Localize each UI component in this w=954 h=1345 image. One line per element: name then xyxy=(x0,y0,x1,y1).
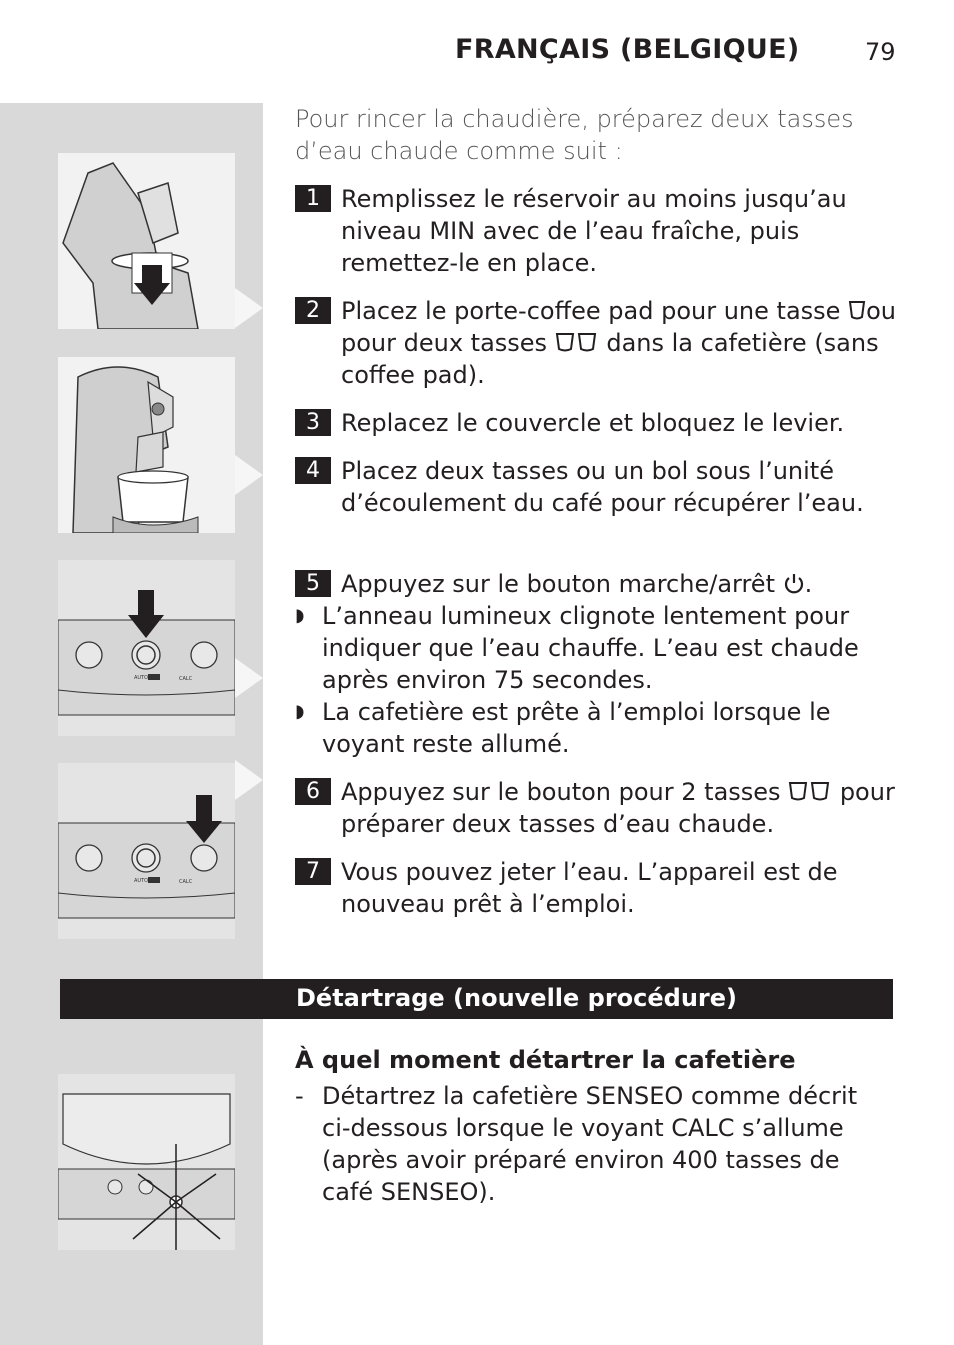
bullet-mark: ◗ xyxy=(295,605,305,626)
two-cups-icon xyxy=(555,331,599,353)
bullet-text: La cafetière est prête à l’emploi lorsque le voyant reste allumé. xyxy=(322,698,831,758)
illustration-pointer xyxy=(235,760,263,800)
step-text: Vous pouvez jeter l’eau. L’appareil est de nouveau prêt à l’emploi. xyxy=(341,858,838,918)
step-5 xyxy=(295,568,905,600)
step-number: 4 xyxy=(295,457,331,484)
step-3 xyxy=(295,407,905,439)
auto-label: AUTO xyxy=(134,675,149,681)
step-text: Appuyez sur le bouton pour 2 tasses pour préparer deux tasses d’eau chaude. xyxy=(341,778,895,838)
bullet-item xyxy=(295,600,900,696)
section-header-bar xyxy=(60,979,893,1019)
auto-label: AUTO xyxy=(134,878,149,884)
step-4 xyxy=(295,455,905,519)
section-title: Détartrage (nouvelle procédure) xyxy=(296,984,738,1012)
step-number: 7 xyxy=(295,858,331,885)
step-7 xyxy=(295,856,905,920)
bullet-mark: ◗ xyxy=(295,701,305,722)
illustration-machine-cup xyxy=(58,357,235,533)
dash-mark: - xyxy=(295,1082,304,1110)
step-text: Replacez le couvercle et bloquez le levier. xyxy=(341,409,845,437)
illustration-pointer xyxy=(235,455,263,495)
bullet-text: L’anneau lumineux clignote lentement pour indiquer que l’eau chauffe. L’eau est chaude après environ 75 secondes. xyxy=(322,602,859,694)
step-number: 5 xyxy=(295,570,331,597)
illustration-pointer xyxy=(235,288,263,328)
subheading: À quel moment détartrer la cafetière xyxy=(295,1046,796,1074)
step-1 xyxy=(295,183,905,279)
page-title: FRANÇAIS (BELGIQUE) xyxy=(455,34,800,65)
bullet-item xyxy=(295,696,900,760)
two-cups-icon xyxy=(788,780,832,802)
dash-item xyxy=(295,1080,875,1208)
illustration-calc-light xyxy=(58,1074,235,1250)
step-number: 6 xyxy=(295,778,331,805)
step-text: Appuyez sur le bouton marche/arrêt . xyxy=(341,570,813,598)
step-6 xyxy=(295,776,905,840)
page-number: 79 xyxy=(865,38,896,66)
calc-label: CALC xyxy=(179,676,193,682)
illustration-fill-reservoir xyxy=(58,153,235,329)
illustration-two-cup-button xyxy=(58,763,235,939)
step-text: Remplissez le réservoir au moins jusqu’au niveau MIN avec de l’eau fraîche, puis remettez-le en place. xyxy=(341,185,847,277)
illustration-power-button xyxy=(58,560,235,736)
one-cup-icon xyxy=(848,299,866,321)
step-text: Placez le porte-coffee pad pour une tasse ou pour deux tasses dans la cafetière (sans coffee pad). xyxy=(341,297,896,389)
step-number: 1 xyxy=(295,185,331,212)
illustration-pointer xyxy=(235,658,263,698)
calc-label: CALC xyxy=(179,879,193,885)
step-number: 3 xyxy=(295,409,331,436)
step-2 xyxy=(295,295,905,391)
power-icon xyxy=(783,572,805,594)
step-number: 2 xyxy=(295,297,331,324)
step-text: Placez deux tasses ou un bol sous l’unité d’écoulement du café pour récupérer l’eau. xyxy=(341,457,864,517)
intro-text: Pour rincer la chaudière, préparez deux tasses d’eau chaude comme suit : xyxy=(295,105,854,165)
dash-text: Détartrez la cafetière SENSEO comme décrit ci-dessous lorsque le voyant CALC s’allume (après avoir préparé environ 400 tasses de café SENSEO). xyxy=(322,1082,858,1206)
